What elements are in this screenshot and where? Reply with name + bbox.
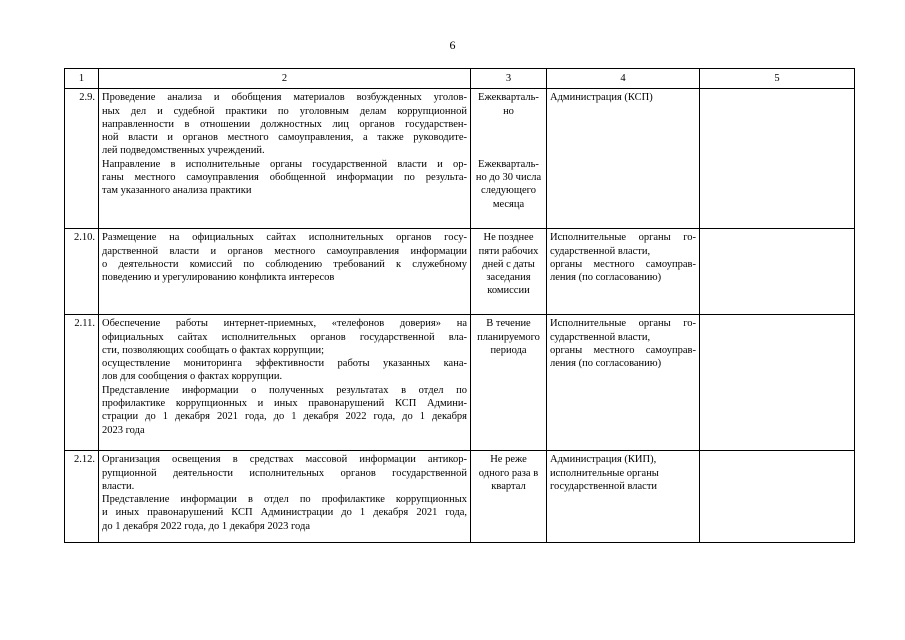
item-term: В течение планируемого периода — [471, 315, 547, 451]
item-description: Обеспечение работы интернет-приемных, «телефонов доверия» на официальных сайтах исполнительных органов государственной вла- сти, позволяющих сообщать о фактах коррупции; осуществление мониторинга эффективности работы указанных кана- лов для сообщения о фактах коррупции. Представление информации о полученных результатах в отдел по профилактике коррупционных и иных правонарушений КСП Админи- страции до 1 декабря 2021 года, до 1 декабря 2022 года, до 1 декабря 2023 года — [99, 315, 471, 451]
item-number: 2.10. — [65, 229, 99, 315]
column-header: 1 — [65, 69, 99, 89]
item-executor: Исполнительные органы го- сударственной власти, органы местного самоуправ- ления (по согласованию) — [547, 229, 700, 315]
item-note — [700, 315, 855, 451]
item-executor: Администрация (КИП), исполнительные органы государственной власти — [547, 451, 700, 543]
item-executor: Исполнительные органы го- сударственной власти, органы местного самоуправ- ления (по согласованию) — [547, 315, 700, 451]
item-number: 2.11. — [65, 315, 99, 451]
table-header-row — [65, 69, 855, 89]
measures-table — [64, 68, 855, 543]
table-row — [65, 315, 855, 451]
page-number: 6 — [449, 38, 456, 52]
column-header: 4 — [547, 69, 700, 89]
item-note — [700, 229, 855, 315]
column-header: 2 — [99, 69, 471, 89]
item-term: Ежекварталь- но Ежекварталь- но до 30 числа следующего месяца — [471, 89, 547, 229]
item-description: Размещение на официальных сайтах исполнительных органов госу- дарственной власти и органов местного самоуправления информации о деятельности комиссий по соблюдению требований к служебному поведению и урегулированию конфликта интересов — [99, 229, 471, 315]
item-term: Не реже одного раза в квартал — [471, 451, 547, 543]
item-note — [700, 451, 855, 543]
table-row — [65, 451, 855, 543]
column-header: 5 — [700, 69, 855, 89]
item-number: 2.9. — [65, 89, 99, 229]
item-term: Не позднее пяти рабочих дней с даты заседания комиссии — [471, 229, 547, 315]
item-description: Организация освещения в средствах массовой информации антикор- рупционной деятельности исполнительных органов государственной власти. Представление информации в отдел по профилактике коррупционных и иных правонарушений КСП Администрации до 1 декабря 2021 года, до 1 декабря 2022 года, до 1 декабря 2023 года — [99, 451, 471, 543]
table-row — [65, 89, 855, 229]
item-number: 2.12. — [65, 451, 99, 543]
item-note — [700, 89, 855, 229]
table-row — [65, 229, 855, 315]
item-description: Проведение анализа и обобщения материалов возбужденных уголов- ных дел и судебной практики по уголовным делам коррупционной направленности в отношении должностных лиц органов государствен- ной власти и органов местного самоуправления, а также руководите- лей подведомственных учреждений. Направление в исполнительные органы государственной власти и ор- ганы местного самоуправления обобщенной информации по результа- там указанного анализа практики — [99, 89, 471, 229]
item-executor: Администрация (КСП) — [547, 89, 700, 229]
column-header: 3 — [471, 69, 547, 89]
